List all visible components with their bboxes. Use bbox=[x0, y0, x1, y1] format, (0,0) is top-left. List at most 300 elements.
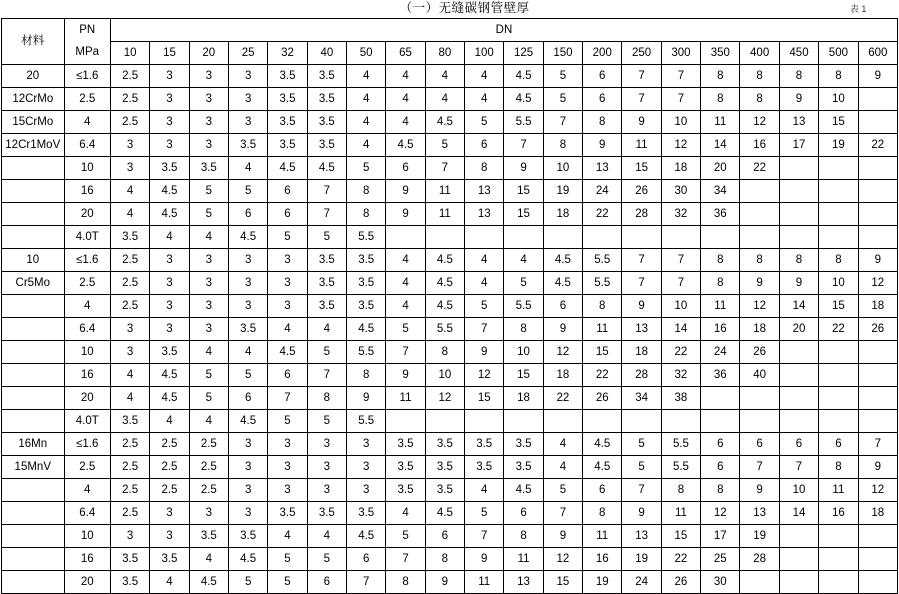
thickness-cell: 12 bbox=[543, 548, 582, 571]
thickness-cell: 6 bbox=[425, 525, 464, 548]
thickness-cell: 5 bbox=[268, 226, 307, 249]
thickness-cell bbox=[779, 525, 818, 548]
thickness-cell: 8 bbox=[819, 456, 858, 479]
thickness-cell: 4.5 bbox=[307, 157, 346, 180]
thickness-cell: 3 bbox=[189, 65, 228, 88]
thickness-cell: 7 bbox=[465, 525, 504, 548]
thickness-cell: 28 bbox=[622, 364, 661, 387]
thickness-cell: 12 bbox=[425, 387, 464, 410]
thickness-cell: 10 bbox=[661, 295, 700, 318]
thickness-cell: 14 bbox=[779, 502, 818, 525]
thickness-cell: 3 bbox=[228, 272, 267, 295]
pn-value: ≤1.6 bbox=[64, 65, 110, 88]
thickness-cell: 3.5 bbox=[504, 456, 543, 479]
table-row bbox=[2, 226, 898, 249]
table-row bbox=[2, 157, 898, 180]
thickness-cell: 26 bbox=[740, 341, 779, 364]
thickness-cell bbox=[779, 387, 818, 410]
thickness-cell: 5 bbox=[228, 180, 267, 203]
thickness-cell: 20 bbox=[701, 157, 740, 180]
thickness-cell bbox=[425, 410, 464, 433]
top-left-blank bbox=[2, 0, 65, 19]
thickness-cell: 3.5 bbox=[347, 295, 386, 318]
thickness-cell: 8 bbox=[307, 387, 346, 410]
thickness-cell: 2.5 bbox=[189, 479, 228, 502]
thickness-cell: 28 bbox=[740, 548, 779, 571]
thickness-cell: 4 bbox=[110, 203, 149, 226]
thickness-cell: 4 bbox=[110, 364, 149, 387]
thickness-cell: 19 bbox=[543, 180, 582, 203]
thickness-cell: 4.5 bbox=[268, 341, 307, 364]
thickness-cell: 4.5 bbox=[347, 525, 386, 548]
thickness-cell bbox=[386, 410, 425, 433]
dn-value-header: 250 bbox=[622, 42, 661, 65]
thickness-cell: 12 bbox=[858, 479, 897, 502]
thickness-cell: 2.5 bbox=[110, 111, 149, 134]
thickness-cell: 3.5 bbox=[347, 272, 386, 295]
thickness-cell: 5 bbox=[268, 410, 307, 433]
pn-value: 10 bbox=[64, 157, 110, 180]
thickness-cell: 4.5 bbox=[543, 272, 582, 295]
thickness-cell bbox=[740, 387, 779, 410]
thickness-cell: 12 bbox=[465, 364, 504, 387]
pn-value: 4.0T bbox=[64, 226, 110, 249]
thickness-cell bbox=[819, 410, 858, 433]
thickness-cell: 3 bbox=[347, 479, 386, 502]
thickness-cell: 5 bbox=[543, 65, 582, 88]
thickness-cell: 3 bbox=[110, 157, 149, 180]
thickness-cell: 15 bbox=[504, 180, 543, 203]
thickness-cell bbox=[858, 387, 897, 410]
thickness-cell: 2.5 bbox=[110, 249, 149, 272]
thickness-cell: 3 bbox=[189, 502, 228, 525]
thickness-cell: 5.5 bbox=[347, 341, 386, 364]
thickness-cell: 7 bbox=[622, 479, 661, 502]
thickness-cell: 8 bbox=[583, 295, 622, 318]
material-blank bbox=[2, 479, 65, 502]
material-name: 12CrMo bbox=[2, 88, 65, 111]
thickness-cell: 7 bbox=[386, 548, 425, 571]
thickness-cell: 3 bbox=[150, 111, 189, 134]
thickness-cell: 9 bbox=[386, 203, 425, 226]
thickness-cell: 3.5 bbox=[465, 433, 504, 456]
thickness-cell: 4 bbox=[425, 65, 464, 88]
thickness-cell: 3.5 bbox=[347, 502, 386, 525]
thickness-cell: 7 bbox=[622, 65, 661, 88]
thickness-cell: 19 bbox=[583, 571, 622, 594]
thickness-cell: 2.5 bbox=[110, 272, 149, 295]
thickness-cell: 15 bbox=[504, 203, 543, 226]
thickness-cell: 4.5 bbox=[583, 456, 622, 479]
thickness-cell: 4.5 bbox=[504, 65, 543, 88]
material-blank bbox=[2, 525, 65, 548]
thickness-cell: 6 bbox=[740, 433, 779, 456]
thickness-cell: 12 bbox=[701, 502, 740, 525]
dn-value-header: 50 bbox=[347, 42, 386, 65]
thickness-cell: 13 bbox=[622, 525, 661, 548]
thickness-cell bbox=[858, 571, 897, 594]
pn-value: 6.4 bbox=[64, 318, 110, 341]
thickness-cell bbox=[583, 226, 622, 249]
thickness-cell: 3 bbox=[307, 479, 346, 502]
thickness-cell: 32 bbox=[661, 203, 700, 226]
thickness-cell: 3 bbox=[228, 456, 267, 479]
dn-value-header: 10 bbox=[110, 42, 149, 65]
thickness-cell: 4 bbox=[465, 249, 504, 272]
thickness-cell bbox=[386, 226, 425, 249]
thickness-cell: 4 bbox=[465, 479, 504, 502]
thickness-cell: 6 bbox=[701, 456, 740, 479]
pn-value: 4 bbox=[64, 295, 110, 318]
thickness-cell: 7 bbox=[307, 203, 346, 226]
document-title-text: （一）无缝碳钢管壁厚 bbox=[399, 1, 530, 16]
thickness-cell: 2.5 bbox=[189, 456, 228, 479]
material-name: 20 bbox=[2, 65, 65, 88]
header-row-1 bbox=[2, 19, 898, 42]
thickness-cell: 4.5 bbox=[150, 364, 189, 387]
thickness-cell: 7 bbox=[307, 364, 346, 387]
thickness-cell: 4 bbox=[465, 88, 504, 111]
pn-value: 2.5 bbox=[64, 88, 110, 111]
thickness-cell: 3 bbox=[268, 295, 307, 318]
thickness-cell: 3 bbox=[268, 272, 307, 295]
thickness-cell: 11 bbox=[386, 387, 425, 410]
thickness-cell: 3 bbox=[150, 295, 189, 318]
thickness-cell: 5.5 bbox=[583, 272, 622, 295]
thickness-cell: 3 bbox=[189, 88, 228, 111]
thickness-cell: 10 bbox=[779, 479, 818, 502]
thickness-cell: 4 bbox=[307, 525, 346, 548]
table-row bbox=[2, 249, 898, 272]
table-row bbox=[2, 410, 898, 433]
thickness-cell: 7 bbox=[268, 387, 307, 410]
material-blank bbox=[2, 410, 65, 433]
table-row bbox=[2, 318, 898, 341]
thickness-cell bbox=[779, 226, 818, 249]
thickness-cell: 12 bbox=[858, 272, 897, 295]
table-row bbox=[2, 203, 898, 226]
thickness-cell: 2.5 bbox=[110, 65, 149, 88]
thickness-cell: 26 bbox=[622, 180, 661, 203]
thickness-cell: 9 bbox=[347, 387, 386, 410]
thickness-cell: 5 bbox=[622, 456, 661, 479]
pn-value: 10 bbox=[64, 341, 110, 364]
thickness-cell: 3 bbox=[268, 433, 307, 456]
thickness-cell: 32 bbox=[661, 364, 700, 387]
thickness-cell: 2.5 bbox=[150, 433, 189, 456]
thickness-cell: 4 bbox=[228, 341, 267, 364]
table-row bbox=[2, 88, 898, 111]
thickness-cell: 6 bbox=[386, 157, 425, 180]
thickness-cell: 3 bbox=[189, 134, 228, 157]
pn-value: 4.0T bbox=[64, 410, 110, 433]
thickness-cell: 10 bbox=[819, 88, 858, 111]
dn-header: DN bbox=[110, 19, 897, 42]
thickness-cell bbox=[661, 410, 700, 433]
material-blank bbox=[2, 295, 65, 318]
thickness-cell: 8 bbox=[347, 203, 386, 226]
pn-value: 20 bbox=[64, 387, 110, 410]
dn-value-header: 125 bbox=[504, 42, 543, 65]
thickness-cell bbox=[465, 410, 504, 433]
thickness-cell: 8 bbox=[504, 525, 543, 548]
thickness-cell: 8 bbox=[701, 249, 740, 272]
thickness-cell bbox=[701, 410, 740, 433]
thickness-cell: 10 bbox=[819, 272, 858, 295]
thickness-cell: 22 bbox=[583, 203, 622, 226]
pn-value: 2.5 bbox=[64, 456, 110, 479]
thickness-cell: 2.5 bbox=[189, 433, 228, 456]
thickness-cell: 22 bbox=[543, 387, 582, 410]
thickness-cell: 4.5 bbox=[504, 88, 543, 111]
thickness-cell: 8 bbox=[504, 318, 543, 341]
thickness-cell: 16 bbox=[819, 502, 858, 525]
thickness-cell: 3.5 bbox=[307, 249, 346, 272]
thickness-cell: 7 bbox=[543, 111, 582, 134]
table-body bbox=[2, 0, 898, 594]
thickness-cell: 3 bbox=[110, 134, 149, 157]
table-row bbox=[2, 479, 898, 502]
thickness-cell bbox=[819, 548, 858, 571]
material-name: 16Mn bbox=[2, 433, 65, 456]
thickness-cell: 3.5 bbox=[228, 134, 267, 157]
thickness-cell: 12 bbox=[543, 341, 582, 364]
thickness-cell: 9 bbox=[779, 88, 818, 111]
top-pn-blank bbox=[64, 0, 110, 19]
thickness-cell: 8 bbox=[425, 341, 464, 364]
thickness-cell: 4 bbox=[386, 88, 425, 111]
material-blank bbox=[2, 502, 65, 525]
thickness-cell: 11 bbox=[425, 180, 464, 203]
table-row bbox=[2, 65, 898, 88]
thickness-cell bbox=[858, 180, 897, 203]
pn-header: PN bbox=[64, 19, 110, 42]
thickness-cell: 3.5 bbox=[150, 341, 189, 364]
thickness-cell: 7 bbox=[779, 456, 818, 479]
document-title bbox=[110, 0, 818, 19]
thickness-cell: 7 bbox=[622, 272, 661, 295]
pn-value: ≤1.6 bbox=[64, 433, 110, 456]
thickness-cell bbox=[740, 571, 779, 594]
thickness-cell: 15 bbox=[819, 111, 858, 134]
thickness-cell bbox=[740, 226, 779, 249]
thickness-cell: 5.5 bbox=[661, 456, 700, 479]
thickness-cell: 19 bbox=[740, 525, 779, 548]
thickness-cell bbox=[622, 410, 661, 433]
header-row-2 bbox=[2, 42, 898, 65]
thickness-cell: 3 bbox=[307, 456, 346, 479]
thickness-cell: 6 bbox=[779, 433, 818, 456]
thickness-cell: 14 bbox=[779, 295, 818, 318]
thickness-cell: 3 bbox=[110, 318, 149, 341]
thickness-cell: 3 bbox=[228, 88, 267, 111]
thickness-cell: 8 bbox=[819, 249, 858, 272]
thickness-cell bbox=[740, 203, 779, 226]
thickness-cell: 8 bbox=[819, 65, 858, 88]
thickness-cell: 3 bbox=[189, 318, 228, 341]
thickness-cell: 24 bbox=[701, 341, 740, 364]
thickness-cell bbox=[858, 226, 897, 249]
material-name: Cr5Mo bbox=[2, 272, 65, 295]
thickness-cell: 6 bbox=[701, 433, 740, 456]
thickness-cell: 13 bbox=[583, 157, 622, 180]
thickness-cell: 4 bbox=[543, 433, 582, 456]
dn-value-header: 200 bbox=[583, 42, 622, 65]
thickness-cell: 4.5 bbox=[386, 134, 425, 157]
dn-value-header: 32 bbox=[268, 42, 307, 65]
thickness-cell: 15 bbox=[583, 341, 622, 364]
thickness-cell: 3 bbox=[150, 502, 189, 525]
thickness-cell bbox=[583, 410, 622, 433]
material-blank bbox=[2, 318, 65, 341]
top-right-mark-text: 表 1 bbox=[849, 3, 867, 14]
thickness-cell: 3 bbox=[150, 249, 189, 272]
thickness-cell: 22 bbox=[661, 548, 700, 571]
thickness-cell: 5.5 bbox=[504, 111, 543, 134]
thickness-cell: 6 bbox=[583, 479, 622, 502]
thickness-cell: 8 bbox=[465, 157, 504, 180]
thickness-cell: 15 bbox=[543, 571, 582, 594]
thickness-cell: 5 bbox=[189, 387, 228, 410]
thickness-cell: 6 bbox=[228, 387, 267, 410]
thickness-cell: 7 bbox=[347, 571, 386, 594]
thickness-cell: 5 bbox=[228, 571, 267, 594]
thickness-cell: 3.5 bbox=[386, 479, 425, 502]
thickness-cell: 8 bbox=[583, 111, 622, 134]
thickness-cell bbox=[819, 226, 858, 249]
thickness-cell: 34 bbox=[622, 387, 661, 410]
thickness-cell: 5 bbox=[543, 88, 582, 111]
thickness-cell: 11 bbox=[661, 502, 700, 525]
thickness-cell: 9 bbox=[583, 134, 622, 157]
thickness-cell: 3 bbox=[110, 341, 149, 364]
thickness-cell: 4 bbox=[150, 410, 189, 433]
thickness-cell bbox=[819, 364, 858, 387]
thickness-cell: 18 bbox=[622, 341, 661, 364]
thickness-cell: 3 bbox=[228, 479, 267, 502]
thickness-cell: 16 bbox=[701, 318, 740, 341]
thickness-cell: 9 bbox=[858, 249, 897, 272]
dn-value-header: 150 bbox=[543, 42, 582, 65]
thickness-cell: 18 bbox=[661, 157, 700, 180]
pn-value: 6.4 bbox=[64, 502, 110, 525]
thickness-cell: 8 bbox=[583, 502, 622, 525]
thickness-cell: 3.5 bbox=[110, 571, 149, 594]
table-row bbox=[2, 571, 898, 594]
thickness-cell: 3 bbox=[150, 318, 189, 341]
thickness-cell: 13 bbox=[779, 111, 818, 134]
table-row bbox=[2, 180, 898, 203]
thickness-cell: 24 bbox=[622, 571, 661, 594]
pn-value: 6.4 bbox=[64, 134, 110, 157]
thickness-cell: 3.5 bbox=[425, 433, 464, 456]
thickness-cell: 3.5 bbox=[110, 548, 149, 571]
thickness-cell: 14 bbox=[661, 318, 700, 341]
material-name: 12Cr1MoV bbox=[2, 134, 65, 157]
thickness-cell: 22 bbox=[819, 318, 858, 341]
thickness-cell: 19 bbox=[819, 134, 858, 157]
thickness-cell: 9 bbox=[622, 111, 661, 134]
thickness-cell: 9 bbox=[465, 341, 504, 364]
thickness-cell: 3 bbox=[268, 456, 307, 479]
thickness-cell: 9 bbox=[858, 456, 897, 479]
thickness-cell: 4.5 bbox=[425, 295, 464, 318]
thickness-cell: 4 bbox=[228, 157, 267, 180]
thickness-cell: 5 bbox=[425, 134, 464, 157]
thickness-cell: 5 bbox=[228, 364, 267, 387]
thickness-cell bbox=[858, 203, 897, 226]
thickness-cell: 7 bbox=[661, 249, 700, 272]
thickness-cell: 15 bbox=[504, 364, 543, 387]
thickness-cell: 24 bbox=[583, 180, 622, 203]
thickness-cell: 6 bbox=[583, 65, 622, 88]
thickness-cell: 22 bbox=[583, 364, 622, 387]
top-right-mark bbox=[819, 0, 898, 19]
thickness-cell: 13 bbox=[465, 180, 504, 203]
thickness-cell: 8 bbox=[740, 88, 779, 111]
thickness-cell: 6 bbox=[819, 433, 858, 456]
thickness-cell: 11 bbox=[622, 134, 661, 157]
thickness-cell: 4 bbox=[150, 571, 189, 594]
table-row bbox=[2, 364, 898, 387]
thickness-cell: 15 bbox=[819, 295, 858, 318]
pipe-wall-thickness-table bbox=[1, 0, 898, 594]
thickness-cell: 13 bbox=[465, 203, 504, 226]
thickness-cell: 3.5 bbox=[268, 134, 307, 157]
thickness-cell: 7 bbox=[386, 341, 425, 364]
thickness-cell: 3.5 bbox=[189, 525, 228, 548]
thickness-cell: 3 bbox=[189, 272, 228, 295]
material-blank bbox=[2, 364, 65, 387]
thickness-cell: 3.5 bbox=[307, 111, 346, 134]
table-row bbox=[2, 548, 898, 571]
table-row bbox=[2, 456, 898, 479]
thickness-cell: 2.5 bbox=[150, 456, 189, 479]
thickness-cell: 3 bbox=[228, 502, 267, 525]
thickness-cell bbox=[819, 525, 858, 548]
thickness-cell: 6 bbox=[268, 364, 307, 387]
thickness-cell: 4 bbox=[386, 249, 425, 272]
thickness-cell: 5.5 bbox=[583, 249, 622, 272]
thickness-cell: 7 bbox=[661, 88, 700, 111]
thickness-cell: 3.5 bbox=[110, 226, 149, 249]
thickness-cell: 2.5 bbox=[150, 479, 189, 502]
thickness-cell: 3.5 bbox=[150, 548, 189, 571]
thickness-cell: 3 bbox=[150, 525, 189, 548]
thickness-cell: 9 bbox=[504, 157, 543, 180]
thickness-cell: 7 bbox=[307, 180, 346, 203]
thickness-cell: 4 bbox=[307, 318, 346, 341]
thickness-cell bbox=[819, 180, 858, 203]
dn-value-header: 600 bbox=[858, 42, 897, 65]
thickness-cell: 18 bbox=[504, 387, 543, 410]
thickness-cell: 8 bbox=[425, 548, 464, 571]
thickness-cell: 7 bbox=[740, 456, 779, 479]
thickness-cell: 3 bbox=[228, 295, 267, 318]
thickness-cell: 5 bbox=[543, 479, 582, 502]
thickness-cell: 3.5 bbox=[228, 318, 267, 341]
thickness-cell: 13 bbox=[740, 502, 779, 525]
thickness-cell bbox=[858, 548, 897, 571]
table-row bbox=[2, 387, 898, 410]
thickness-cell: 4.5 bbox=[268, 157, 307, 180]
pn-unit-header: MPa bbox=[64, 42, 110, 65]
pn-value: 20 bbox=[64, 203, 110, 226]
thickness-cell bbox=[819, 157, 858, 180]
thickness-cell bbox=[701, 226, 740, 249]
thickness-cell: 4 bbox=[465, 65, 504, 88]
thickness-cell: 18 bbox=[543, 203, 582, 226]
